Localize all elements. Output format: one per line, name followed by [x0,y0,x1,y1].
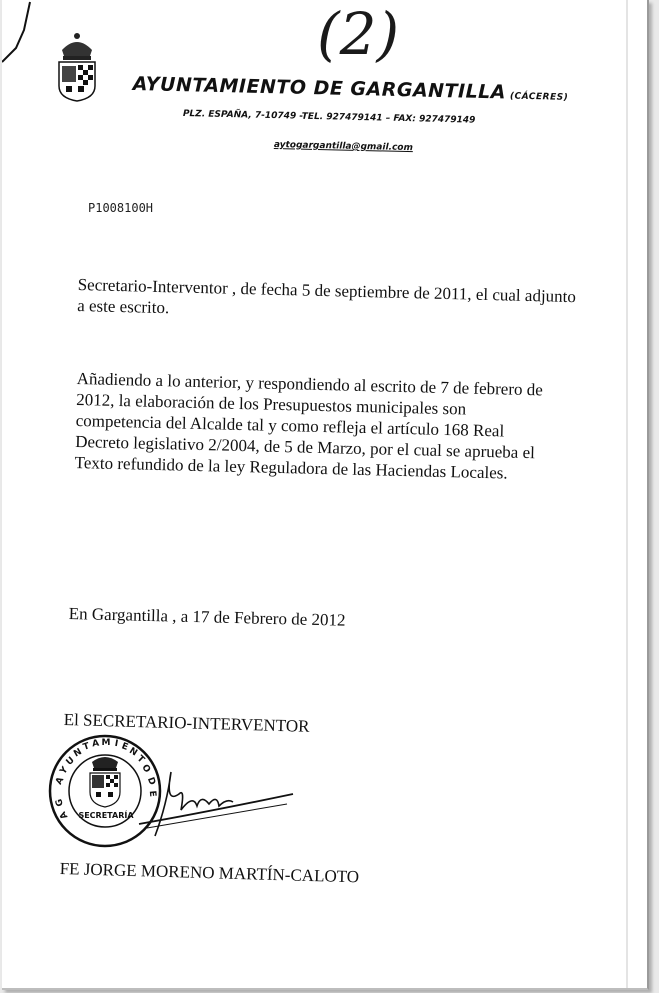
svg-text:T: T [81,741,91,753]
svg-text:M: M [101,738,111,748]
municipality-title [133,73,569,105]
handwritten-signature [137,764,297,844]
municipal-crest-icon [54,30,100,102]
body-paragraph-2: Añadiendo a lo anterior, y respondiendo al escrito de 7 de febrero de 2012, la elaboración de los Presupuestos municipales son competencia del Alcalde tal y como refleja el artículo 168 Real Decreto legislativo 2/2004, de 5 de Marzo, por el cual se aprueba el Texto refundido de la ley Reguladora de las Haciendas Locales. [74,368,544,483]
svg-text:E: E [146,790,158,798]
municipality-name: AYUNTAMIENTO DE GARGANTILLA [132,73,507,104]
document-page [2,0,649,990]
body-paragraph-1: Secretario-Interventor , de fecha 5 de septiembre de 2011, el cual adjunto a este escrito. [76,274,577,318]
place-and-date: En Gargantilla , a 17 de Febrero de 2012 [68,604,346,630]
svg-text:D: D [144,776,157,787]
signer-title: El SECRETARIO-INTERVENTOR [63,710,310,736]
municipality-email: aytogargantilla@gmail.com [273,140,414,154]
signer-name: FE JORGE MORENO MARTÍN-CALOTO [59,859,360,887]
svg-text:Y: Y [58,765,71,777]
svg-text:U: U [64,755,77,768]
svg-text:A: A [91,738,100,750]
reference-code: P1008100H [88,201,154,215]
svg-text:E: E [120,741,130,753]
municipality-address: PLZ. ESPAÑA, 7-10749 -TEL. 927479141 – FAX: 927479149 [182,109,476,126]
province-label: (CÁCERES) [509,91,569,103]
svg-text:A: A [58,809,71,821]
scan-edge-line [625,0,629,988]
scan-corner-mark [2,0,32,80]
svg-text:N: N [127,746,139,759]
svg-text:O: O [139,762,152,775]
svg-text:I: I [113,738,119,750]
svg-text:A: A [54,775,67,787]
svg-text:SECRETARÍA: SECRETARÍA [78,811,134,820]
svg-text:T: T [134,753,147,766]
handwritten-page-number: (2) [317,0,400,68]
svg-text:G: G [54,797,66,808]
svg-text:N: N [72,747,84,760]
